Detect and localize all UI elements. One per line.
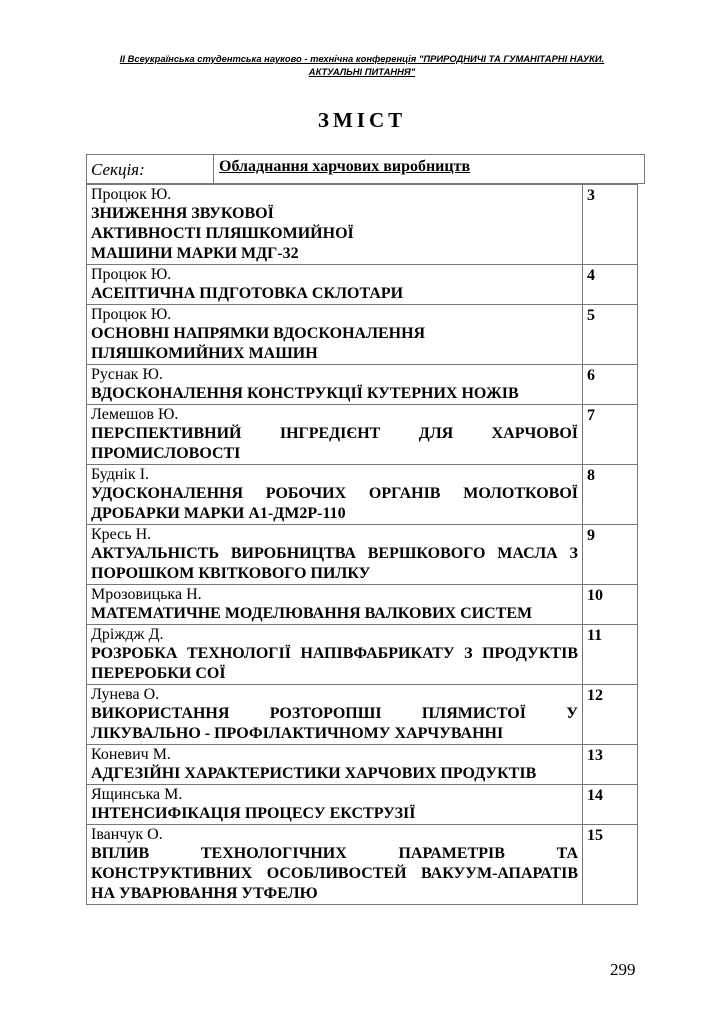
entry-author: Руснак Ю. — [91, 366, 163, 383]
entry-author: Процюк Ю. — [91, 186, 172, 203]
entry-cell — [87, 365, 583, 405]
entry-cell — [87, 745, 583, 785]
contents-row — [87, 625, 638, 685]
conference-header — [86, 52, 638, 78]
entry-author: Іванчук О. — [91, 826, 163, 843]
contents-row — [87, 265, 638, 305]
entry-cell — [87, 825, 583, 905]
contents-row — [87, 365, 638, 405]
contents-row — [87, 685, 638, 745]
entry-page-number: 7 — [583, 405, 638, 465]
entry-page-number: 4 — [583, 265, 638, 305]
entry-page-number: 14 — [583, 785, 638, 825]
contents-row — [87, 405, 638, 465]
contents-row — [87, 465, 638, 525]
entry-title-line: ВДОСКОНАЛЕННЯ КОНСТРУКЦІЇ КУТЕРНИХ НОЖІВ — [91, 385, 519, 402]
entry-cell — [87, 585, 583, 625]
entry-cell — [87, 525, 583, 585]
entry-page-number: 15 — [583, 825, 638, 905]
entry-author: Буднік І. — [91, 466, 150, 483]
entry-title: ВИКОРИСТАННЯ РОЗТОРОПШІ ПЛЯМИСТОЇ У ЛІКУВАЛЬНО - ПРОФІЛАКТИЧНОМУ ХАРЧУВАННІ — [91, 705, 578, 742]
entry-title-line: АСЕПТИЧНА ПІДГОТОВКА СКЛОТАРИ — [91, 285, 404, 302]
section-label: Секція: — [87, 155, 214, 183]
entry-title-line: ОСНОВНІ НАПРЯМКИ ВДОСКОНАЛЕННЯ — [91, 325, 426, 342]
entry-title: ВПЛИВ ТЕХНОЛОГІЧНИХ ПАРАМЕТРІВ ТА КОНСТРУКТИВНИХ ОСОБЛИВОСТЕЙ ВАКУУМ-АПАРАТІВ НА УВАРЮВАННЯ УТФЕЛЮ — [91, 845, 578, 902]
entry-title: ІНТЕНСИФІКАЦІЯ ПРОЦЕСУ ЕКСТРУЗІЇ — [91, 805, 416, 822]
contents-table-body — [87, 185, 638, 905]
entry-author: Процюк Ю. — [91, 266, 172, 283]
entry-author: Мрозовицька Н. — [91, 586, 202, 603]
entry-author: Процюк Ю. — [91, 306, 172, 323]
contents-row — [87, 185, 638, 265]
entry-page-number: 3 — [583, 185, 638, 265]
entry-author: Кресь Н. — [91, 526, 152, 543]
entry-cell — [87, 305, 583, 365]
entry-title-line: МАШИНИ МАРКИ МДГ-32 — [91, 245, 299, 262]
page-title: ЗМІСТ — [317, 108, 407, 132]
entry-page-number: 8 — [583, 465, 638, 525]
entry-cell — [87, 465, 583, 525]
section-value: Обладнання харчових виробництв — [219, 158, 471, 175]
entry-cell — [87, 625, 583, 685]
contents-row — [87, 745, 638, 785]
entry-title: АКТУАЛЬНІСТЬ ВИРОБНИЦТВА ВЕРШКОВОГО МАСЛА З ПОРОШКОМ КВІТКОВОГО ПИЛКУ — [91, 545, 578, 582]
entry-cell — [87, 405, 583, 465]
entry-title: ПЕРСПЕКТИВНИЙ ІНГРЕДІЄНТ ДЛЯ ХАРЧОВОЇ ПРОМИСЛОВОСТІ — [91, 425, 578, 462]
entry-title: УДОСКОНАЛЕННЯ РОБОЧИХ ОРГАНІВ МОЛОТКОВОЇ ДРОБАРКИ МАРКИ А1-ДМ2Р-110 — [91, 485, 578, 522]
contents-row — [87, 585, 638, 625]
entry-title: АДГЕЗІЙНІ ХАРАКТЕРИСТИКИ ХАРЧОВИХ ПРОДУКТІВ — [91, 765, 537, 782]
entry-page-number: 9 — [583, 525, 638, 585]
entry-cell — [87, 685, 583, 745]
contents-row — [87, 525, 638, 585]
entry-title: РОЗРОБКА ТЕХНОЛОГІЇ НАПІВФАБРИКАТУ З ПРОДУКТІВ ПЕРЕРОБКИ СОЇ — [91, 645, 578, 682]
entry-page-number: 11 — [583, 625, 638, 685]
entry-cell — [87, 785, 583, 825]
entry-page-number: 6 — [583, 365, 638, 405]
entry-page-number: 10 — [583, 585, 638, 625]
entry-title: МАТЕМАТИЧНЕ МОДЕЛЮВАННЯ ВАЛКОВИХ СИСТЕМ — [91, 605, 533, 622]
entry-title-line: АКТИВНОСТІ ПЛЯШКОМИЙНОЇ — [91, 225, 354, 242]
entry-author: Ящинська М. — [91, 786, 183, 803]
contents-row — [87, 825, 638, 905]
conference-header-line2: АКТУАЛЬНІ ПИТАННЯ" — [308, 66, 416, 77]
section-table — [86, 154, 645, 184]
contents-row — [87, 785, 638, 825]
entry-author: Лунева О. — [91, 686, 160, 703]
entry-page-number: 5 — [583, 305, 638, 365]
entry-author: Коневич М. — [91, 746, 171, 763]
entry-author: Дріждж Д. — [91, 626, 164, 643]
entry-cell — [87, 185, 583, 265]
entry-title-line: ПЛЯШКОМИЙНИХ МАШИН — [91, 345, 318, 362]
entry-cell — [87, 265, 583, 305]
entry-author: Лемешов Ю. — [91, 406, 179, 423]
entry-page-number: 12 — [583, 685, 638, 745]
entry-page-number: 13 — [583, 745, 638, 785]
conference-header-line1: II Всеукраїнська студентська науково - технічна конференція "ПРИРОДНИЧІ ТА ГУМАНІТАРНІ НАУКИ. — [119, 53, 605, 64]
entry-title-line: ЗНИЖЕННЯ ЗВУКОВОЇ — [91, 205, 274, 222]
contents-table — [86, 184, 638, 905]
contents-row — [87, 305, 638, 365]
page-number: 299 — [610, 960, 636, 979]
